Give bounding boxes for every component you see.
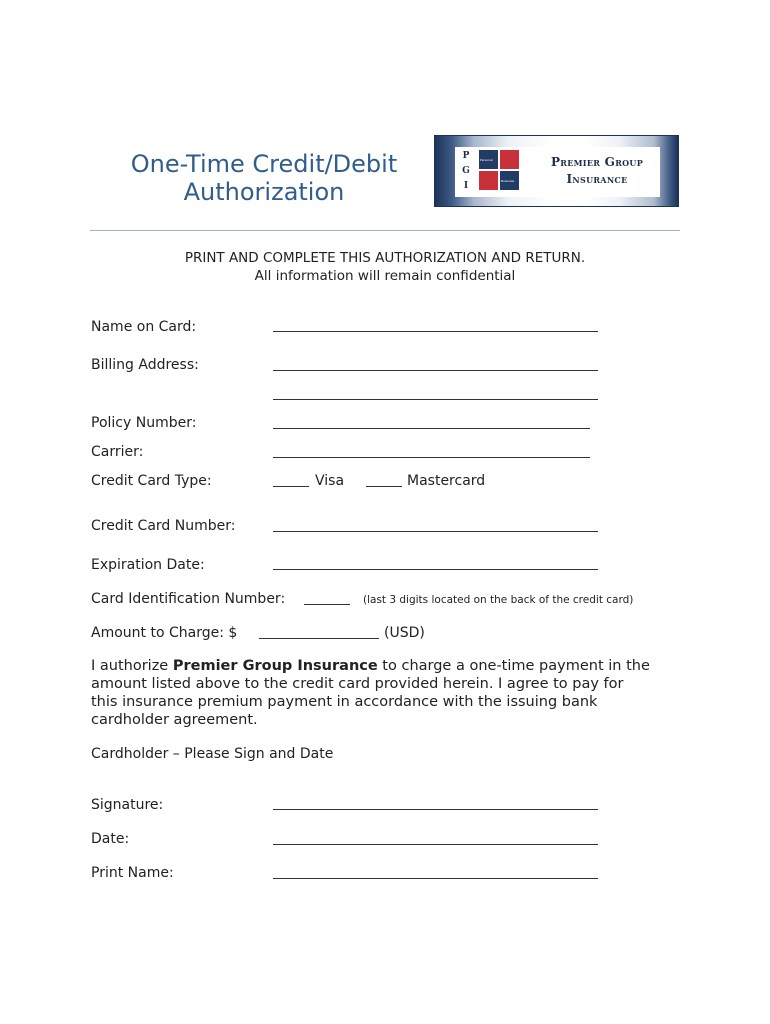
logo-letter-g: G (462, 166, 470, 176)
instruction-line1: PRINT AND COMPLETE THIS AUTHORIZATION AND RETURN. (184, 250, 586, 266)
billing-address-label: Billing Address: (91, 357, 199, 373)
mastercard-option-label: Mastercard (407, 473, 486, 489)
date-field[interactable] (273, 844, 598, 845)
visa-option-label: Visa (315, 473, 345, 489)
authorization-prefix: I authorize (91, 658, 173, 674)
logo-square-navy (500, 171, 519, 190)
logo-square-text-personal: Personal (480, 158, 493, 162)
signature-section-heading: Cardholder – Please Sign and Date (91, 746, 334, 762)
form-title-line1: One-Time Credit/Debit (130, 150, 398, 178)
logo-square-red (479, 171, 498, 190)
instruction-line2: All information will remain confidential (254, 268, 516, 284)
logo-panel (455, 147, 660, 197)
header-divider (90, 230, 680, 231)
print-name-label: Print Name: (91, 865, 174, 881)
card-id-number-field[interactable] (304, 604, 350, 605)
authorization-paragraph (91, 657, 651, 729)
amount-to-charge-field[interactable] (259, 638, 379, 639)
logo-letter-p: P (462, 151, 470, 161)
signature-field[interactable] (273, 809, 598, 810)
policy-number-label: Policy Number: (91, 415, 197, 431)
expiration-date-label: Expiration Date: (91, 557, 205, 573)
logo-initials (461, 149, 471, 194)
logo-square-text-business: Business (501, 179, 515, 183)
date-label: Date: (91, 831, 130, 847)
mastercard-checkbox-line[interactable] (366, 486, 402, 487)
authorization-suffix: to charge a one-time payment in the amount listed above to the credit card provided herein. I agree to pay for this insurance premium payment in accordance with the issuing bank cardholder agreement. (91, 658, 650, 728)
visa-checkbox-line[interactable] (273, 486, 309, 487)
credit-card-type-label: Credit Card Type: (91, 473, 212, 489)
expiration-date-field[interactable] (273, 569, 598, 570)
currency-label: (USD) (384, 625, 425, 641)
name-on-card-field[interactable] (273, 331, 598, 332)
authorization-company: Premier Group Insurance (172, 658, 378, 674)
name-on-card-label: Name on Card: (91, 319, 197, 335)
print-name-field[interactable] (273, 878, 598, 879)
company-logo (434, 135, 679, 207)
logo-name-line1: Premier Group (550, 155, 644, 169)
signature-label: Signature: (91, 797, 164, 813)
card-id-note: (last 3 digits located on the back of the credit card) (363, 594, 634, 606)
carrier-label: Carrier: (91, 444, 144, 460)
logo-name-line2: Insurance (566, 172, 628, 186)
carrier-field[interactable] (273, 457, 590, 458)
policy-number-field[interactable] (273, 428, 590, 429)
logo-square-navy (479, 150, 498, 169)
credit-card-number-field[interactable] (273, 531, 598, 532)
billing-address-field-line1[interactable] (273, 370, 598, 371)
billing-address-field-line2[interactable] (273, 399, 598, 400)
logo-squares-icon (479, 150, 519, 190)
logo-letter-i: I (463, 181, 469, 191)
card-id-number-label: Card Identification Number: (91, 591, 286, 607)
amount-to-charge-label: Amount to Charge: $ (91, 625, 238, 641)
form-title-line2: Authorization (183, 178, 345, 206)
logo-company-name (537, 154, 657, 188)
credit-card-number-label: Credit Card Number: (91, 518, 236, 534)
logo-square-red (500, 150, 519, 169)
